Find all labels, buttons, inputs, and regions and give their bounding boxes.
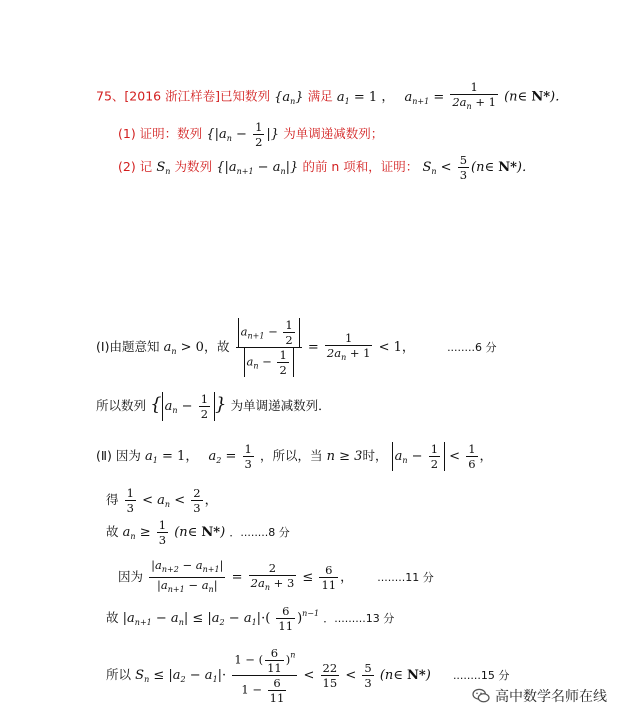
score-8: ．........8 分 [229,526,290,539]
ratio-fraction: $a_{n+1}$ − $\frac{1}{2}$ $a_n$ − $\frac{1}{2}$ [236,318,302,377]
part1-label: (1) 证明：数列 [118,126,203,141]
solution-step8: 所以 $S_n \le |a_2 - a_1|\cdot$ 1 − ( $\frac{6}{11}$ )$^n$ 1 − $\frac{6}{11}$ < $\frac{22}{15}$ < $\frac{5}{3}$ (n∈ N*) ........15 分 [106,646,510,705]
solution-step1: (Ⅰ)由题意知 $a_n > 0$，故 $a_{n+1}$ − $\frac{1}{2}$ $a_n$ − $\frac{1}{2}$ = $\frac{1}{2a_n + 1}$ < 1， ........6 分 [96,318,497,377]
seq-notation: $\{a_n\}$ [274,89,304,106]
solution-step7: 故 $|a_{n+1} - a_n| \le |a_2 - a_1|\cdot$( $\frac{6}{11}$ )$^{n-1}$ ．.........13 分 [106,604,395,633]
score-6: ........6 分 [447,341,497,354]
part1-line: (1) 证明：数列 {$|a_n$ − $\frac{1}{2}$ |} 为单调递减数列； [118,120,384,149]
problem-domain: (n∈ N*)． [504,89,569,105]
wechat-icon [472,688,490,704]
recurrence: $a_{n+1}$ = $\frac{1}{2a_n + 1}$ [404,80,496,111]
watermark-text: 高中数学名师在线 [495,689,607,705]
score-11: ........11 分 [377,571,434,584]
initial-term: $a_1 = 1$ [336,89,378,106]
score-13: ．.........13 分 [323,612,395,625]
problem-heading-line: 75、[2016 浙江样卷]已知数列 $\{a_n\}$ 满足 $a_1 = 1$ ， $a_{n+1}$ = $\frac{1}{2a_n + 1}$ (n∈ N*)． [96,80,569,111]
part2-line: (2) 记 $S_n$ 为数列 $\{|a_{n+1} - a_n|\}$ 的前 n 项和，证明： $S_n$ < $\frac{5}{3}$ (n∈ N*)． [118,153,535,182]
score-15: ........15 分 [452,669,510,682]
solution-step2: 所以数列 { $a_n$ − $\frac{1}{2}$ } 为单调递减数列． [96,392,331,421]
part2-label: (2) 记 [118,159,153,174]
solution-step5: 故 $a_n$ ≥ $\frac{1}{3}$ (n∈ N*) ．........8 分 [106,518,290,547]
watermark [472,686,607,706]
solution-step3: (Ⅱ) 因为 $a_1 = 1$， $a_2$ = $\frac{1}{3}$ ，所以，当 n ≥ 3时， $a_n$ − $\frac{1}{2}$ < $\frac{1}{6}$ ， [96,442,493,471]
problem-heading: 75、[2016 浙江样卷]已知数列 [96,88,270,104]
solution-step4: 得 $\frac{1}{3}$ < $a_n$ < $\frac{2}{3}$ ， [106,486,218,515]
solution-step6: 因为 $\frac{|a_{n+2} - a_{n+1}|}{|a_{n+1} - a_n|}$ = $\frac{2}{2a_n + 3}$ ≤ $\frac{6}{11}$ ， ........11 分 [118,558,434,594]
